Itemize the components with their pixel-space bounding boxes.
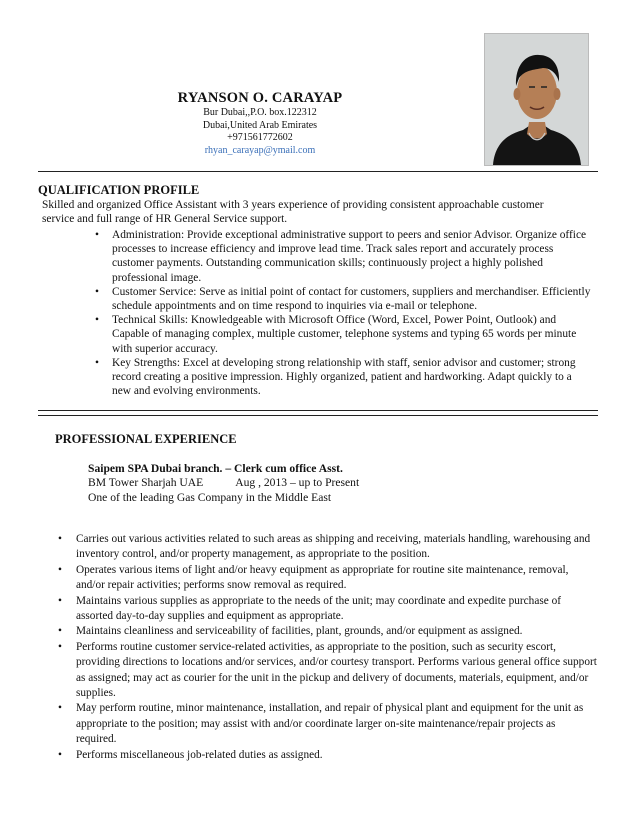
email-link[interactable]: rhyan_carayap@ymail.com (204, 144, 316, 156)
address-line-1: Bur Dubai,,P.O. box.122312 (203, 107, 317, 118)
duty-item: • May perform routine, minor maintenance, installation, and repair of physical plant and equipment for the unit as appropriate to the position; may assist with and/or coordinate larger on-site maintenance/repair projects as required. (58, 702, 584, 746)
duty-item: • Performs miscellaneous job-related duties as assigned. (58, 748, 323, 761)
section-divider-top (38, 410, 598, 411)
job-dates: Aug , 2013 – up to Present (235, 476, 360, 490)
duty-item: • Performs routine customer service-related activities, as appropriate to the position, such as security escort, providing directions to locations and/or services, and/or courtesy transport. Performs various general office support as assigned; may act as courier for the unit in the pickup and delivery of documents, materials, equipment, and/or supplies. (58, 640, 597, 700)
qualification-summary: Skilled and organized Office Assistant with 3 years experience of providing consistent approachable customer service and full range of HR General Service support. (42, 199, 544, 226)
duty-item: • Carries out various activities related to such areas as shipping and receiving, materials handling, warehousing and inventory control, and/or property management, as appropriate to the position. (58, 533, 591, 561)
address-line-2: Dubai,United Arab Emirates (202, 119, 318, 131)
job-location: BM Tower Sharjah UAE (88, 476, 204, 490)
person-portrait-icon (485, 34, 588, 165)
duty-item: • Maintains various supplies as appropriate to the needs of the unit; may coordinate and expedite purchase of assorted day-to-day supplies and equipment as appropriate. (58, 594, 561, 623)
duties-list (58, 532, 598, 763)
job-title: Saipem SPA Dubai branch. – Clerk cum office Asst. (88, 462, 343, 475)
qualification-bullet: • Customer Service: Serve as initial point of contact for customers, suppliers and merchandiser. Efficiently schedule appointments and on time respond to inquiries via e-mail or telephone. (95, 285, 591, 313)
duty-item: • Operates various items of light and/or heavy equipment as appropriate for routine site maintenance, removal, and/or repair activities; performs snow removal as required. (58, 563, 569, 592)
contact-header (160, 90, 360, 157)
experience-title: PROFESSIONAL EXPERIENCE (55, 432, 237, 446)
qualification-list (95, 228, 593, 398)
qualification-bullet: • Technical Skills: Knowledgeable with Microsoft Office (Word, Excel, Power Point, Outlook) and Capable of managing complex, multiple customer, telephone systems and typing 65 words per minute with superior accuracy. (95, 314, 577, 355)
candidate-name: RYANSON O. CARAYAP (177, 90, 343, 106)
duty-item: • Maintains cleanliness and serviceability of facilities, plant, grounds, and/or equipment as assigned. (58, 625, 523, 638)
section-divider-bottom (38, 415, 598, 416)
phone-number: +971561772602 (227, 132, 293, 143)
qualification-bullet: • Key Strengths: Excel at developing strong relationship with staff, senior advisor and customer; strong record creating a positive impression. Highly organized, patient and hardworking. Adapt quickly to a new and evolving environments. (95, 356, 576, 398)
job-block (88, 462, 359, 505)
profile-photo (484, 33, 589, 166)
company-description: One of the leading Gas Company in the Middle East (88, 490, 332, 504)
job-location-line (88, 476, 359, 490)
qualification-bullet: • Administration: Provide exceptional administrative support to peers and senior Advisor. Organize office processes to increase efficiency and improve lead time. Track sales report and accurately process customer payments. Outstanding communication skills; continuously project a highly polished professional image. (95, 229, 587, 284)
header-divider (38, 171, 598, 172)
qualification-title: QUALIFICATION PROFILE (38, 183, 200, 197)
